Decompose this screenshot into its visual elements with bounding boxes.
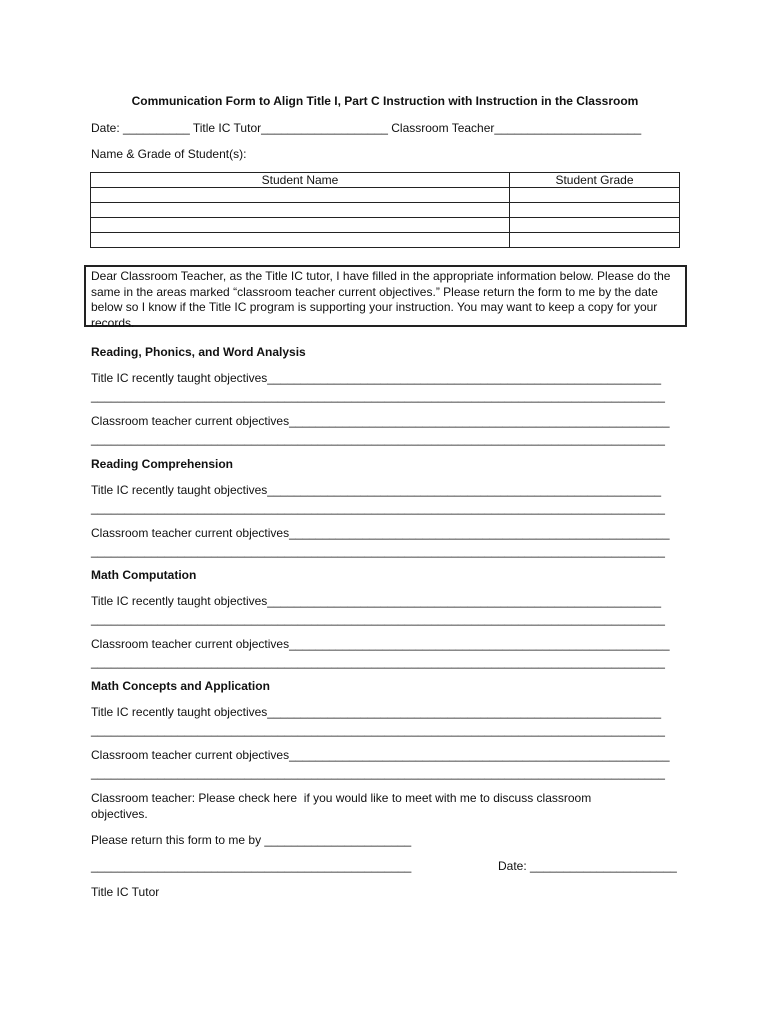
section-heading: Reading Comprehension <box>91 457 234 471</box>
meeting-request-text-end: if you would like to meet with me to discuss classroom <box>300 791 592 805</box>
return-by-line[interactable]: Please return this form to me by ______________________ <box>91 833 412 847</box>
column-header-student-name: Student Name <box>91 173 510 188</box>
teacher-objectives-line[interactable]: Classroom teacher current objectives_________________________________________________________ <box>91 526 670 540</box>
signature-date-line[interactable]: Date: ______________________ <box>498 859 677 873</box>
tutor-objectives-line[interactable]: Title IC recently taught objectives___________________________________________________________ <box>91 705 662 719</box>
student-name-cell[interactable] <box>91 218 510 233</box>
column-header-student-grade: Student Grade <box>510 173 680 188</box>
tutor-objectives-continuation[interactable]: ______________________________________________________________________________________ <box>91 501 665 515</box>
teacher-objectives-line[interactable]: Classroom teacher current objectives_________________________________________________________ <box>91 748 670 762</box>
teacher-objectives-continuation[interactable]: ______________________________________________________________________________________ <box>91 432 665 446</box>
notice-text: Dear Classroom Teacher, as the Title IC tutor, I have filled in the appropriate information below. Please do the same in the areas marked “classroom teacher current objectives.” Please return the form to me by the date below so I know if the Title IC program is supporting your instruction. You may want to keep a copy for your records. <box>91 269 671 330</box>
student-grade-cell[interactable] <box>510 233 680 248</box>
tutor-objectives-line[interactable]: Title IC recently taught objectives___________________________________________________________ <box>91 594 662 608</box>
student-grade-cell[interactable] <box>510 188 680 203</box>
student-name-cell[interactable] <box>91 233 510 248</box>
student-name-cell[interactable] <box>91 188 510 203</box>
tutor-objectives-continuation[interactable]: ______________________________________________________________________________________ <box>91 389 665 403</box>
meeting-request-line-2: objectives. <box>91 807 148 821</box>
teacher-objectives-continuation[interactable]: ______________________________________________________________________________________ <box>91 766 665 780</box>
teacher-objectives-continuation[interactable]: ______________________________________________________________________________________ <box>91 544 665 558</box>
header-fields-line: Date: __________ Title IC Tutor___________________ Classroom Teacher______________________ <box>91 121 642 135</box>
teacher-objectives-line[interactable]: Classroom teacher current objectives_________________________________________________________ <box>91 414 670 428</box>
student-table <box>90 172 680 248</box>
student-name-cell[interactable] <box>91 203 510 218</box>
section-heading: Math Concepts and Application <box>91 679 270 693</box>
section-heading: Math Computation <box>91 568 197 582</box>
tutor-objectives-line[interactable]: Title IC recently taught objectives___________________________________________________________ <box>91 371 662 385</box>
table-row <box>91 218 680 233</box>
students-label: Name & Grade of Student(s): <box>91 147 247 161</box>
teacher-objectives-continuation[interactable]: ______________________________________________________________________________________ <box>91 655 665 669</box>
table-header-row <box>91 173 680 188</box>
tutor-objectives-continuation[interactable]: ______________________________________________________________________________________ <box>91 612 665 626</box>
meeting-request-line <box>91 791 591 806</box>
tutor-objectives-continuation[interactable]: ______________________________________________________________________________________ <box>91 723 665 737</box>
teacher-objectives-line[interactable]: Classroom teacher current objectives_________________________________________________________ <box>91 637 670 651</box>
notice-box <box>84 265 687 330</box>
tutor-signature-line[interactable]: ________________________________________________ <box>91 859 412 873</box>
table-row <box>91 203 680 218</box>
meeting-request-text: Classroom teacher: Please check here <box>91 791 301 805</box>
form-title: Communication Form to Align Title I, Part C Instruction with Instruction in the Classroom <box>131 94 639 108</box>
student-grade-cell[interactable] <box>510 218 680 233</box>
section-heading: Reading, Phonics, and Word Analysis <box>91 345 306 359</box>
table-row <box>91 233 680 248</box>
tutor-objectives-line[interactable]: Title IC recently taught objectives___________________________________________________________ <box>91 483 662 497</box>
student-grade-cell[interactable] <box>510 203 680 218</box>
signature-label: Title IC Tutor <box>91 885 160 899</box>
table-row <box>91 188 680 203</box>
